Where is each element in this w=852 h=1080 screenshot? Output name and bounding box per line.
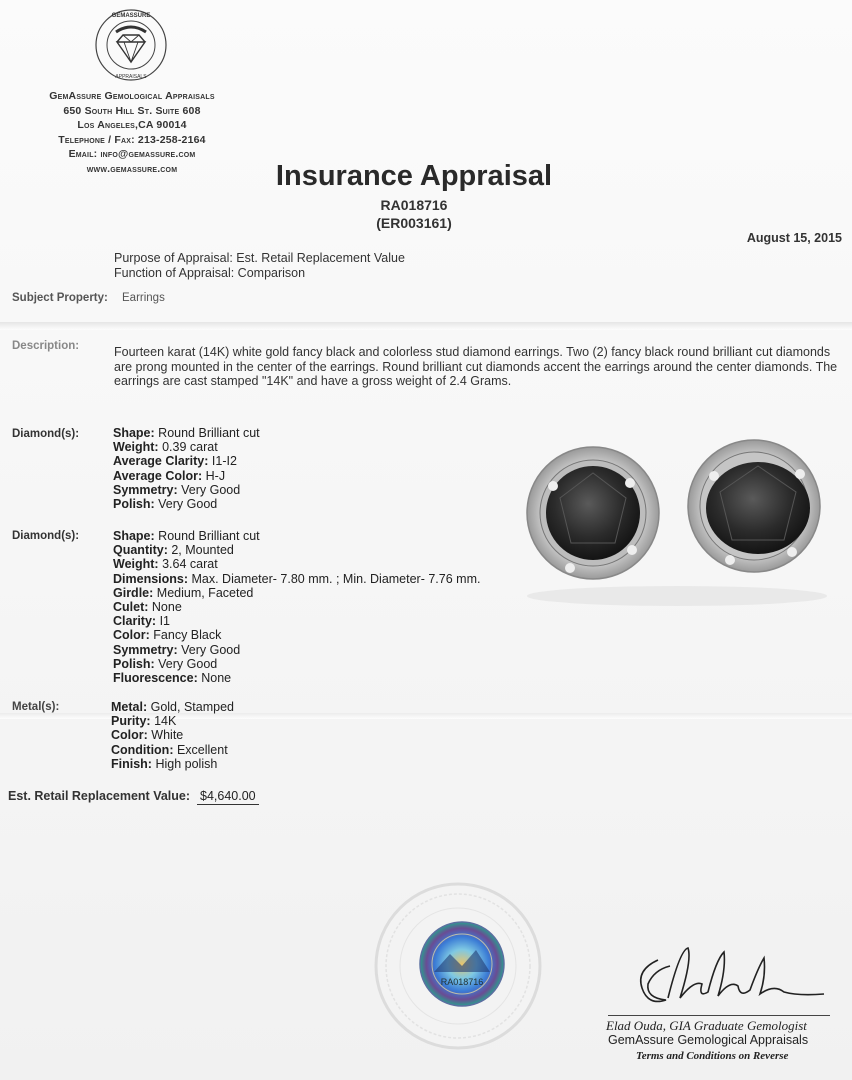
spec-key: Color: [111,728,148,743]
er-number: (ER003161) [376,215,452,231]
spec-value: Very Good [181,642,241,657]
spec-row [113,543,480,557]
spec-value: H-J [205,468,226,483]
spec-value: Round Brilliant cut [158,529,260,543]
spec-key: Fluorescence: [113,671,198,686]
company-website: www.gemassure.com [86,162,178,175]
diamond1-label: Diamond(s): [12,428,80,440]
spec-row [113,671,480,685]
spec-value: I1 [159,614,170,629]
spec-row [111,714,234,728]
spec-key: Weight: [113,557,159,572]
spec-key: Polish: [113,497,155,512]
spec-row [111,700,234,714]
spec-value: 2, Mounted [171,543,234,558]
diamond2-label: Diamond(s): [12,530,80,542]
subject-value: Earrings [122,292,165,304]
spec-value: Medium, Faceted [156,585,254,600]
spec-row [113,497,260,511]
svg-text:GEMASSURE: GEMASSURE [111,13,151,19]
spec-value: 0.39 carat [162,440,218,455]
right-earring [688,440,820,572]
diamond2-specs [113,529,480,685]
company-address-line1: 650 South Hill St. Suite 608 [63,104,201,117]
spec-key: Color: [113,628,150,643]
spec-value: Very Good [158,497,218,512]
spec-row [111,743,234,757]
spec-value: Round Brilliant cut [158,426,260,440]
spec-row [113,557,480,571]
purpose-line: Purpose of Appraisal: Est. Retail Replacement Value [114,251,405,265]
spec-value: I1-I2 [211,454,237,469]
signer-name: Elad Ouda, GIA Graduate Gemologist [606,1018,807,1033]
spec-value: Max. Diameter- 7.80 mm. ; Min. Diameter- 7.76 mm. [191,571,481,586]
signer-company: GemAssure Gemological Appraisals [608,1033,809,1047]
spec-row [113,657,480,671]
company-name: GemAssure Gemological Appraisals [49,90,215,102]
spec-key: Shape: [113,426,155,440]
left-earring [527,447,659,579]
purpose-block [114,251,405,281]
embossed-seal [372,880,544,1052]
company-phone: Telephone / Fax: 213-258-2164 [58,133,206,146]
spec-key: Symmetry: [113,642,178,657]
ra-number: RA018716 [380,197,448,213]
spec-row [113,440,260,454]
spec-value: Gold, Stamped [150,700,234,714]
spec-key: Quantity: [113,543,168,558]
earrings-photo [520,428,835,608]
description-text: Fourteen karat (14K) white gold fancy black and colorless stud diamond earrings. Two (2) fancy black round brilliant cut diamonds are prong mounted in the center of the earrings. Round brilliant cut diamonds accent the earrings around the center diamonds. The earrings are cast stamped "14K" and have a gross weight of 2.4 Grams. [114,345,838,388]
description-label: Description: [12,340,80,352]
terms-note: Terms and Conditions on Reverse [636,1050,789,1062]
spec-value: Very Good [158,656,218,671]
subject-label: Subject Property: [12,292,108,304]
spec-key: Finish: [111,756,152,771]
spec-value: High polish [155,756,218,771]
metal-specs [111,700,234,771]
spec-row [111,728,234,742]
reference-numbers [300,196,528,232]
spec-key: Average Color: [113,468,203,483]
handwritten-signature [628,940,828,1016]
retail-value-label: Est. Retail Replacement Value: [8,789,191,803]
spec-key: Purity: [111,714,151,729]
spec-row [113,628,480,642]
spec-key: Dimensions: [113,571,189,586]
spec-row [113,483,260,497]
spec-value: White [151,728,184,743]
spec-row [113,572,480,586]
spec-row [113,529,480,543]
company-address-line2: Los Angeles,CA 90014 [77,119,187,131]
company-logo [94,8,168,82]
spec-value: Fancy Black [153,628,222,643]
spec-key: Culet: [113,600,149,615]
company-email: Email: info@gemassure.com [68,148,196,160]
spec-row [113,454,260,468]
spec-row [113,426,260,440]
spec-key: Shape: [113,529,155,543]
spec-key: Average Clarity: [113,454,209,469]
spec-value: None [201,671,232,686]
function-line: Function of Appraisal: Comparison [114,266,306,280]
spec-value: Very Good [181,482,241,497]
diamond1-specs [113,426,260,511]
metal-label: Metal(s): [12,701,60,713]
spec-key: Condition: [111,742,174,757]
spec-row [111,757,234,771]
spec-row [113,600,480,614]
hologram-serial: RA018716 [440,977,484,987]
spec-row [113,614,480,628]
spec-row [113,643,480,657]
svg-text:APPRAISALS: APPRAISALS [115,74,147,80]
spec-key: Symmetry: [113,482,178,497]
spec-value: 14K [154,714,177,729]
spec-key: Metal: [111,700,148,714]
spec-key: Girdle: [113,585,154,600]
spec-key: Weight: [113,440,159,455]
spec-row [113,586,480,600]
appraisal-date: August 15, 2015 [746,231,842,245]
spec-key: Polish: [113,656,155,671]
signature-line [608,1015,830,1016]
document-title: Insurance Appraisal [275,160,553,192]
paper-fold [0,322,852,330]
spec-value: None [151,600,182,615]
spec-value: 3.64 carat [162,557,218,572]
spec-row [113,469,260,483]
retail-value-amount: $4,640.00 [197,789,259,805]
spec-key: Clarity: [113,614,157,629]
spec-value: Excellent [176,742,228,757]
